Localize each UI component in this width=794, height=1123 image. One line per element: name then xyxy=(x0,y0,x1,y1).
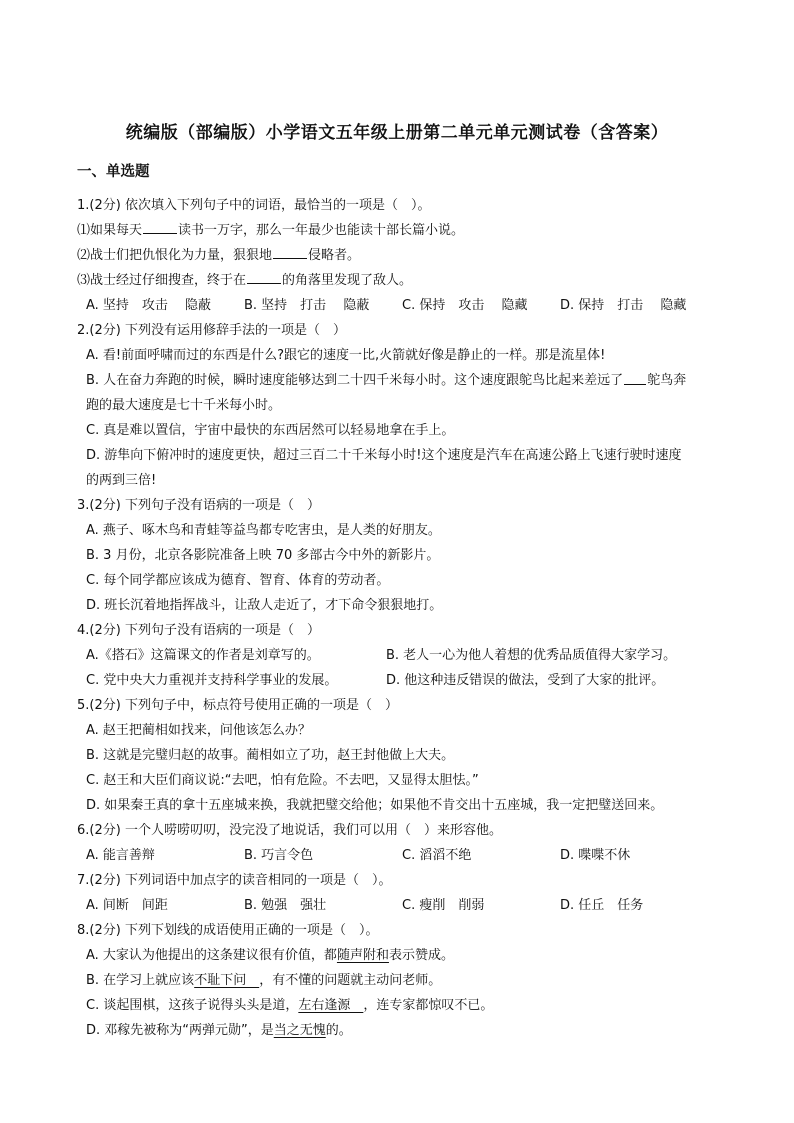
option-c: C. 党中央大力重视并支持科学事业的发展。 xyxy=(86,673,338,688)
question-1-sentence-2: ⑵战士们把仇恨化为力量，狠狠地 侵略者。 xyxy=(77,248,361,263)
option-a: A. 燕子、啄木鸟和青蛙等益鸟都专吃害虫，是人类的好朋友。 xyxy=(86,523,441,538)
option-a: A. 坚持 攻击 隐蔽 xyxy=(86,298,212,313)
option-a: A. 赵王把蔺相如找来，问他该怎么办？ xyxy=(86,723,311,738)
option-d: D. 保持 打击 隐藏 xyxy=(560,298,687,313)
question-5-stem: 5.(2分) 下列句子中，标点符号使用正确的一项是（ ） xyxy=(77,698,398,713)
underlined-idiom: 随声附和 xyxy=(336,948,389,963)
question-8-stem: 8.(2分) 下列下划线的成语使用正确的一项是（ ）。 xyxy=(77,923,379,938)
option-c: C. 每个同学都应该成为德育、智育、体育的劳动者。 xyxy=(86,573,390,588)
section-heading: 一、单选题 xyxy=(77,164,150,180)
question-4-options-row-1 xyxy=(77,643,725,668)
question-1-sentence-1: ⑴如果每天 读书一万字，那么一年最少也能读十部长篇小说。 xyxy=(77,223,465,238)
question-1-stem: 1.(2分) 依次填入下列句子中的词语，最恰当的一项是（ ）。 xyxy=(77,198,431,213)
question-list xyxy=(77,193,725,1043)
question-1-options xyxy=(77,293,725,318)
option-c: C. 瘦削 削弱 xyxy=(402,898,485,913)
question-7-options xyxy=(77,893,725,918)
option-c: C. 保持 攻击 隐藏 xyxy=(402,298,528,313)
question-4-stem: 4.(2分) 下列句子没有语病的一项是（ ） xyxy=(77,623,320,638)
underlined-idiom: 左右逢源 xyxy=(298,998,364,1013)
option-d: D. 如果秦王真的拿十五座城来换，我就把璧交给他；如果他不肯交出十五座城，我一定把璧送回来。 xyxy=(86,798,664,813)
underlined-idiom: 当之无愧 xyxy=(273,1023,326,1038)
question-6-options xyxy=(77,843,725,868)
option-b: B. 勉强 强壮 xyxy=(244,898,327,913)
dash-mark xyxy=(624,376,646,385)
option-a: A. 看!前面呼啸而过的东西是什么?跟它的速度一比,火箭就好像是静止的一样。那是流星体! xyxy=(86,348,606,363)
option-b: B. 这就是完璧归赵的故事。蔺相如立了功，赵王封他做上大夫。 xyxy=(86,748,455,763)
option-d: D. 班长沉着地指挥战斗，让敌人走近了，才下命令狠狠地打。 xyxy=(86,598,443,613)
option-d-continued: 的两到三倍! xyxy=(86,473,157,488)
question-4-options-row-2 xyxy=(77,668,725,693)
question-7-stem: 7.(2分) 下列词语中加点字的读音相同的一项是（ ）。 xyxy=(77,873,392,888)
option-b: B. 3 月份，北京各影院准备上映 70 多部古今中外的新影片。 xyxy=(86,548,440,563)
option-c: C. 赵王和大臣们商议说:“去吧，怕有危险。不去吧，又显得太胆怯。” xyxy=(86,773,479,788)
option-b: B. 巧言令色 xyxy=(244,848,314,863)
option-c: C. 滔滔不绝 xyxy=(402,848,472,863)
option-d: D. 任丘 任务 xyxy=(560,898,644,913)
option-c: C. 谈起围棋，这孩子说得头头是道，左右逢源 ，连专家都惊叹不已。 xyxy=(86,998,494,1013)
question-6-stem: 6.(2分) 一个人唠唠叨叨，没完没了地说话，我们可以用（ ）来形容他。 xyxy=(77,823,502,838)
fill-blank xyxy=(143,221,177,234)
underlined-idiom: 不耻下问 xyxy=(194,973,260,988)
option-a: A. 大家认为他提出的这条建议很有价值，都随声附和表示赞成。 xyxy=(86,948,454,963)
option-a: A. 能言善辩 xyxy=(86,848,155,863)
question-1-sentence-3: ⑶战士经过仔细搜查，终于在 的角落里发现了敌人。 xyxy=(77,273,413,288)
fill-blank xyxy=(247,271,281,284)
option-b: B. 坚持 打击 隐蔽 xyxy=(244,298,370,313)
fill-blank xyxy=(273,246,307,259)
option-b-continued: 跑的最大速度是七十千米每小时。 xyxy=(86,398,282,413)
option-c: C. 真是难以置信，宇宙中最快的东西居然可以轻易地拿在手上。 xyxy=(86,423,455,438)
option-a: A.《搭石》这篇课文的作者是刘章写的。 xyxy=(86,648,320,663)
option-b: B. 人在奋力奔跑的时候，瞬时速度能够达到二十四千米每小时。这个速度跟鸵鸟比起来差远了 鸵鸟奔 xyxy=(86,373,687,388)
option-d: D. 他这种违反错误的做法，受到了大家的批评。 xyxy=(386,673,665,688)
option-a: A. 间断 间距 xyxy=(86,898,168,913)
page-title: 统编版（部编版）小学语文五年级上册第二单元单元测试卷（含答案） xyxy=(125,123,669,143)
option-b: B. 在学习上就应该不耻下问 ，有不懂的问题就主动问老师。 xyxy=(86,973,442,988)
option-d: D. 邓稼先被称为“两弹元勋”，是当之无愧的。 xyxy=(86,1023,352,1038)
question-2-stem: 2.(2分) 下列没有运用修辞手法的一项是（ ） xyxy=(77,323,346,338)
option-d: D. 喋喋不休 xyxy=(560,848,631,863)
option-b: B. 老人一心为他人着想的优秀品质值得大家学习。 xyxy=(386,648,677,663)
option-d: D. 游隼向下俯冲时的速度更快，超过三百二十千米每小时!这个速度是汽车在高速公路上飞速行驶时速度 xyxy=(86,448,682,463)
question-3-stem: 3.(2分) 下列句子没有语病的一项是（ ） xyxy=(77,498,320,513)
